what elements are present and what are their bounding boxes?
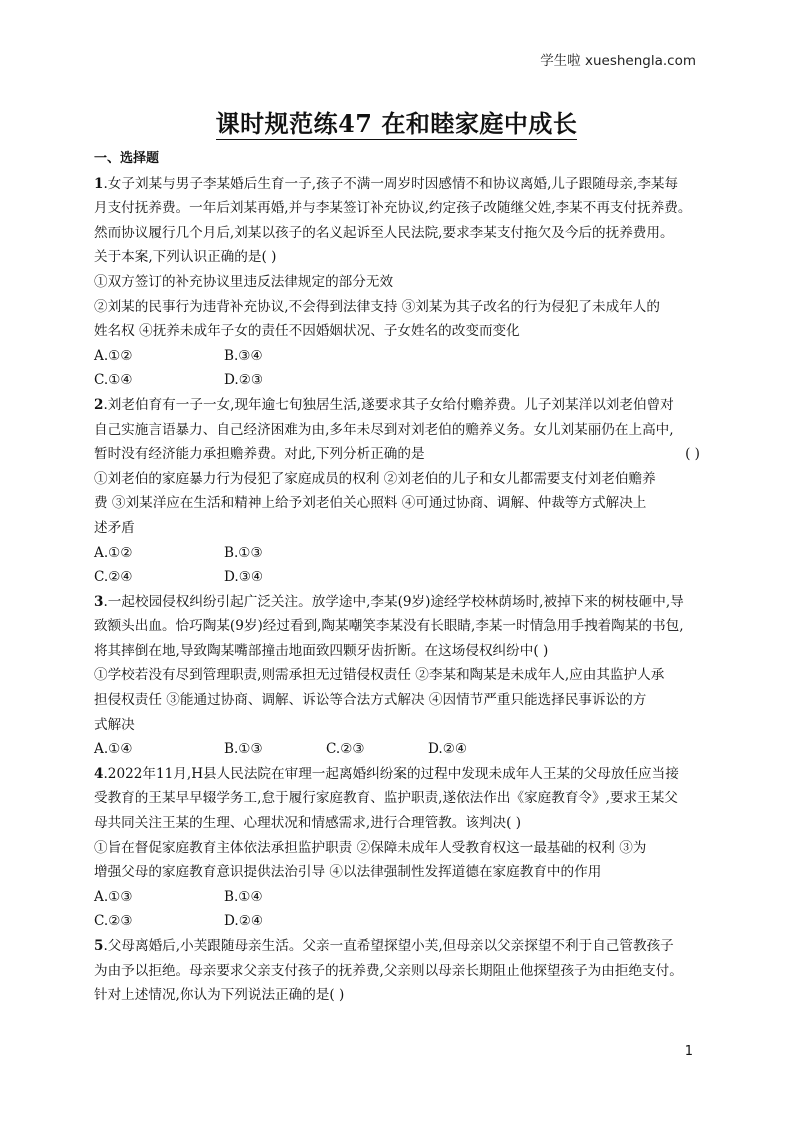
option-d[interactable]: D.②④: [428, 741, 468, 758]
option-c[interactable]: C.②③: [94, 913, 133, 930]
question-3-line-3: 将其摔倒在地,导致陶某嘴部撞击地面致四颗牙齿折断。在这场侵权纠纷中( ): [94, 642, 549, 659]
question-2: [94, 393, 700, 590]
question-4-statement-2: 增强父母的家庭教育意识提供法治引导 ④以法律强制性发挥道德在家庭教育中的作用: [94, 864, 602, 881]
question-4-line-3: 母共同关注王某的生理、心理状况和情感需求,进行合理管教。该判决( ): [94, 815, 522, 832]
question-1-line-2: 月支付抚养费。一年后刘某再婚,并与李某签订补充协议,约定孩子改随继父姓,李某不再支付抚养费。: [94, 200, 692, 217]
question-1-options-row-2: [94, 368, 700, 393]
question-2-options-row-1: [94, 541, 700, 566]
question-4-line-1: 4.2022年11月,H县人民法院在审理一起离婚纠纷案的过程中发现未成年人王某的父母放任应当接: [94, 765, 679, 782]
question-3: [94, 590, 700, 762]
option-c[interactable]: C.②④: [94, 569, 133, 586]
question-5-line-1: 5.父母离婚后,小芙跟随母亲生活。父亲一直希望探望小芙,但母亲以父亲探望不利于自己管教孩子: [94, 938, 674, 954]
page-number: 1: [684, 1044, 693, 1059]
option-c[interactable]: C.②③: [326, 741, 365, 758]
option-d[interactable]: D.②④: [224, 913, 264, 930]
question-5: [94, 934, 700, 1008]
question-3-line-2: 致额头出血。恰巧陶某(9岁)经过看到,陶某嘲笑李某没有长眼睛,李某一时情急用手拽着陶某的书包,: [94, 618, 684, 635]
option-a[interactable]: A.①④: [94, 741, 133, 758]
option-a[interactable]: A.①②: [94, 544, 133, 561]
question-1-number: 1: [94, 175, 104, 192]
question-1-line-1: 1.女子刘某与男子李某婚后生育一子,孩子不满一周岁时因感情不和协议离婚,儿子跟随母亲,李某每: [94, 175, 679, 192]
option-b[interactable]: B.①③: [224, 741, 263, 758]
document-title: [0, 104, 793, 139]
document-title-text: 课时规范练47 在和睦家庭中成长: [215, 109, 578, 138]
question-2-number: 2: [94, 396, 104, 413]
question-1-line-3: 然而协议履行几个月后,刘某以孩子的名义起诉至人民法院,要求李某支付拖欠及今后的抚养费用。: [94, 224, 674, 241]
option-b[interactable]: B.①③: [224, 544, 263, 561]
question-1-statement-1: ①双方签订的补充协议里违反法律规定的部分无效: [94, 273, 394, 290]
question-2-statement-2: 费 ③刘某洋应在生活和精神上给予刘老伯关心照料 ④可通过协商、调解、仲裁等方式解决上: [94, 495, 647, 512]
question-3-statement-3: 式解决: [94, 716, 135, 733]
document-body: [94, 147, 700, 1008]
question-3-options-row: [94, 737, 700, 762]
question-5-line-2: 为由予以拒绝。母亲要求父亲支付孩子的抚养费,父亲则以母亲长期阻止他探望孩子为由拒绝支付。: [94, 962, 683, 979]
question-1-statement-3: 姓名权 ④抚养未成年子女的责任不因婚姻状况、子女姓名的改变而变化: [94, 323, 520, 340]
question-2-line-3: 暂时没有经济能力承担赡养费。对此,下列分析正确的是 ( ): [94, 442, 700, 467]
question-1-options-row-1: [94, 344, 700, 369]
question-1: [94, 172, 700, 393]
question-3-line-1: 3.一起校园侵权纠纷引起广泛关注。放学途中,李某(9岁)途经学校林荫场时,被掉下来的树枝砸中,导: [94, 593, 684, 610]
question-5-number: 5: [94, 938, 104, 954]
header-site-text: 学生啦 xueshengla.com: [540, 53, 696, 69]
question-4-line-2: 受教育的王某早早辍学务工,怠于履行家庭教育、监护职责,遂依法作出《家庭教育令》,要求王某父: [94, 790, 678, 807]
option-b[interactable]: B.①④: [224, 888, 263, 905]
question-4-options-row-2: [94, 909, 700, 934]
option-d[interactable]: D.③④: [224, 569, 264, 586]
question-1-line-4: 关于本案,下列认识正确的是( ): [94, 249, 277, 266]
option-a[interactable]: A.①②: [94, 347, 133, 364]
question-1-statement-2: ②刘某的民事行为违背补充协议,不会得到法律支持 ③刘某为其子改名的行为侵犯了未成年人的: [94, 298, 660, 315]
question-3-statement-2: 担侵权责任 ③能通过协商、调解、诉讼等合法方式解决 ④因情节严重只能选择民事诉讼的方: [94, 692, 647, 709]
question-4-statement-1: ①旨在督促家庭教育主体依法承担监护职责 ②保障未成年人受教育权这一最基础的权利 ③为: [94, 839, 647, 856]
question-3-statement-1: ①学校若没有尽到管理职责,则需承担无过错侵权责任 ②李某和陶某是未成年人,应由其监护人承: [94, 667, 665, 684]
option-b[interactable]: B.③④: [224, 347, 263, 364]
question-2-statement-1: ①刘老伯的家庭暴力行为侵犯了家庭成员的权利 ②刘老伯的儿子和女儿都需要支付刘老伯赡养: [94, 470, 656, 487]
question-2-line-1: 2.刘老伯育有一子一女,现年逾七旬独居生活,遂要求其子女给付赡养费。儿子刘某洋以刘老伯曾对: [94, 396, 674, 413]
answer-blank: ( ): [685, 446, 700, 463]
question-3-number: 3: [94, 593, 104, 610]
question-4: [94, 762, 700, 934]
section-heading: 一、选择题: [94, 151, 160, 166]
question-2-statement-3: 述矛盾: [94, 519, 135, 536]
question-2-line-2: 自己实施言语暴力、自己经济困难为由,多年未尽到对刘老伯的赡养义务。女儿刘某丽仍在上高中,: [94, 421, 674, 438]
option-d[interactable]: D.②③: [224, 372, 264, 389]
option-c[interactable]: C.①④: [94, 372, 133, 389]
question-2-options-row-2: [94, 565, 700, 590]
question-5-line-3: 针对上述情况,你认为下列说法正确的是( ): [94, 987, 345, 1004]
option-a[interactable]: A.①③: [94, 888, 133, 905]
question-4-options-row-1: [94, 885, 700, 910]
question-4-number: 4: [94, 765, 104, 782]
